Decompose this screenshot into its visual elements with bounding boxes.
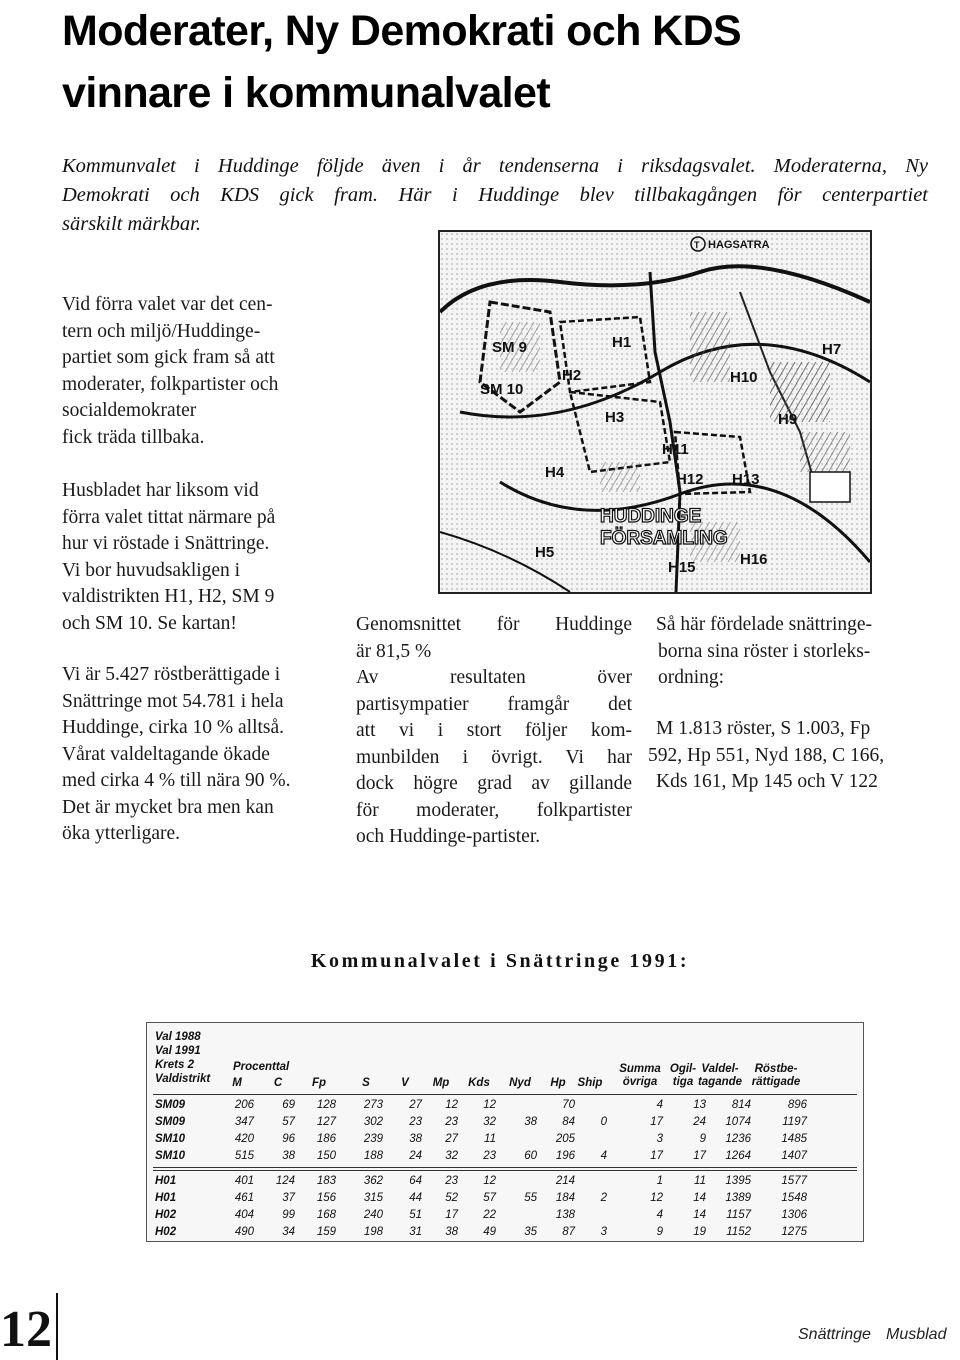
- summary-header: [745, 1063, 807, 1089]
- meta-line: Val 1991: [155, 1045, 201, 1057]
- table-cell: 4: [656, 1099, 663, 1111]
- table-cell: 31: [409, 1226, 422, 1238]
- column-header: Kds: [468, 1077, 490, 1089]
- table-cell: 1548: [781, 1192, 807, 1204]
- table-row-label: H01: [155, 1175, 177, 1187]
- text-line: Vårat valdeltagande ökade: [62, 743, 270, 765]
- table-cell: 38: [524, 1116, 537, 1128]
- column-header: M: [232, 1077, 242, 1089]
- column3-intro: [648, 612, 934, 692]
- column-header: V: [401, 1077, 409, 1089]
- table-cell: 32: [445, 1150, 458, 1162]
- table-cell: 168: [316, 1209, 336, 1221]
- table-cell: 1264: [725, 1150, 751, 1162]
- table-row-label: SM10: [155, 1133, 186, 1145]
- meta-line: Krets 2: [155, 1059, 194, 1071]
- map-label-h11: H11: [662, 441, 689, 458]
- election-table: [146, 1022, 864, 1242]
- table-cell: 57: [483, 1192, 496, 1204]
- page-number-rule: [56, 1293, 58, 1360]
- table-cell: 1275: [781, 1226, 807, 1238]
- table-cell: 188: [363, 1150, 383, 1162]
- text-line: Vi bor huvudsakligen i: [62, 559, 241, 581]
- table-cell: 156: [316, 1192, 336, 1204]
- text-line: för moderater, folkpartister: [356, 799, 632, 821]
- table-cell: 70: [562, 1099, 575, 1111]
- footer-right: Musblad: [886, 1326, 947, 1343]
- table-cell: 27: [445, 1133, 458, 1145]
- table-cell: 1236: [725, 1133, 751, 1145]
- table-cell: 315: [363, 1192, 383, 1204]
- table-row-label: H02: [155, 1226, 177, 1238]
- summary-header-line: övriga: [622, 1076, 658, 1088]
- table-cell: 38: [282, 1150, 295, 1162]
- table-cell: 12: [483, 1099, 496, 1111]
- meta-line: Val 1988: [155, 1031, 201, 1043]
- text-line: är 81,5 %: [356, 640, 432, 662]
- text-line: munbilden i övrigt. Vi har: [356, 746, 632, 768]
- table-cell: 184: [555, 1192, 575, 1204]
- table-cell: 17: [693, 1150, 706, 1162]
- table-cell: 0: [600, 1116, 607, 1128]
- table-cell: 23: [483, 1150, 496, 1162]
- summary-header-line: Valdel-: [701, 1063, 739, 1075]
- map-label-h13: H13: [732, 471, 760, 488]
- map-label-h10: H10: [730, 369, 758, 386]
- meta-line: Valdistrikt: [155, 1073, 211, 1085]
- text-line: öka ytterligare.: [62, 823, 181, 844]
- table-cell: 84: [562, 1116, 575, 1128]
- text-line: Genomsnittet för Huddinge: [356, 614, 632, 635]
- table-cell: 32: [483, 1116, 496, 1128]
- table-cell: 401: [234, 1175, 254, 1187]
- text-line: att vi i stort följer kom-: [356, 720, 632, 741]
- map-label-h1: H1: [612, 334, 632, 351]
- divider: [153, 1094, 857, 1095]
- table-cell: 57: [282, 1116, 295, 1128]
- column-header: Mp: [432, 1077, 450, 1089]
- map-label-h2: H2: [562, 367, 582, 384]
- map-label-sm9: SM 9: [492, 339, 528, 356]
- table-cell: 1074: [725, 1116, 751, 1128]
- table-cell: 17: [445, 1209, 458, 1221]
- table-cell: 23: [445, 1116, 458, 1128]
- table-cell: 206: [234, 1099, 254, 1111]
- table-cell: 1197: [782, 1116, 807, 1128]
- column2: [356, 612, 632, 851]
- table-cell: 60: [524, 1150, 537, 1162]
- table-cell: 23: [409, 1116, 422, 1128]
- table-cell: 1: [656, 1175, 663, 1187]
- table-cell: 37: [282, 1192, 295, 1204]
- table-cell: 214: [555, 1175, 575, 1187]
- map-drawing: [440, 232, 870, 592]
- text-line: med cirka 4 % till nära 90 %.: [62, 770, 291, 791]
- table-cell: 1306: [781, 1209, 807, 1221]
- column1-para2: [62, 478, 332, 637]
- headline-line-1: Moderater, Ny Demokrati och KDS: [62, 7, 742, 55]
- column-header: Ship: [577, 1077, 603, 1089]
- text-line: partisympatier framgår det: [356, 693, 632, 715]
- text-line: Det är mycket bra men kan: [62, 796, 274, 818]
- table-cell: 183: [316, 1175, 336, 1187]
- map-label-parish-line2: FÖRSAMLING: [600, 528, 728, 549]
- table-row-label: H02: [155, 1209, 177, 1221]
- procent-label: Procenttal: [233, 1061, 290, 1073]
- table-cell: 17: [650, 1150, 663, 1162]
- table-cell: 38: [445, 1226, 458, 1238]
- table-cell: 3: [656, 1133, 663, 1145]
- map-label-h3: H3: [605, 409, 625, 426]
- table-row-label: SM09: [155, 1116, 186, 1128]
- summary-header: [617, 1063, 663, 1089]
- column3-votes: [648, 716, 934, 796]
- table-cell: 24: [409, 1150, 422, 1162]
- ingress: [62, 152, 928, 239]
- column1-para1: [62, 292, 332, 451]
- table-cell: 196: [555, 1150, 575, 1162]
- table-cell: 52: [445, 1192, 458, 1204]
- table-cell: 159: [316, 1226, 336, 1238]
- column-header: S: [362, 1077, 370, 1089]
- text-line: valdistrikten H1, H2, SM 9: [62, 586, 275, 607]
- column1-para3: [62, 662, 332, 848]
- text-line: Vi är 5.427 röstberättigade i: [62, 664, 281, 685]
- table-cell: 14: [693, 1192, 706, 1204]
- summary-header-line: rättigade: [751, 1076, 801, 1088]
- map-label-h9: H9: [778, 411, 798, 428]
- map-label-h12: H12: [676, 471, 704, 488]
- table-row-label: SM09: [155, 1099, 186, 1111]
- table-cell: 11: [694, 1175, 706, 1187]
- column-header: Nyd: [509, 1077, 531, 1089]
- text-line: socialdemokrater: [62, 400, 197, 421]
- column-header: Hp: [550, 1077, 566, 1089]
- table-cell: 347: [234, 1116, 254, 1128]
- map-label-h4: H4: [545, 464, 565, 481]
- table-cell: 51: [409, 1209, 422, 1221]
- table-cell: 461: [234, 1192, 254, 1204]
- ingress-line-2: Demokrati och KDS gick fram. Här i Huddinge blev tillbakagången för centerpartiet: [62, 184, 928, 206]
- summary-header-line: Summa: [619, 1063, 661, 1075]
- table-row-label: SM10: [155, 1150, 186, 1162]
- table-cell: 22: [483, 1209, 496, 1221]
- table-cell: 19: [693, 1226, 706, 1238]
- summary-header-line: Röstbe-: [754, 1063, 798, 1075]
- table-cell: 3: [600, 1226, 607, 1238]
- headline: [62, 0, 942, 124]
- text-line: moderater, folkpartister och: [62, 373, 279, 395]
- table-cell: 99: [282, 1209, 295, 1221]
- district-map: [438, 230, 872, 594]
- table-cell: 198: [363, 1226, 383, 1238]
- table-cell: 2: [600, 1192, 607, 1204]
- table-cell: 9: [656, 1226, 663, 1238]
- table-cell: 150: [316, 1150, 336, 1162]
- summary-header-line: tagande: [697, 1076, 743, 1088]
- text-line: 592, Hp 551, Nyd 188, C 166,: [648, 744, 885, 766]
- table-cell: 4: [656, 1209, 663, 1221]
- text-line: M 1.813 röster, S 1.003, Fp: [656, 718, 871, 739]
- table-cell: 1485: [781, 1133, 807, 1145]
- column-header: Fp: [311, 1077, 327, 1089]
- table-cell: 1407: [781, 1150, 807, 1162]
- text-line: Snättringe mot 54.781 i hela: [62, 690, 284, 712]
- table-cell: 1577: [781, 1175, 807, 1187]
- table-cell: 515: [234, 1150, 254, 1162]
- table-cell: 34: [282, 1226, 295, 1238]
- text-line: partiet som gick fram så att: [62, 347, 275, 368]
- table-cell: 24: [693, 1116, 706, 1128]
- table-cell: 49: [483, 1226, 496, 1238]
- table-cell: 362: [363, 1175, 383, 1187]
- map-label-h5: H5: [535, 544, 555, 561]
- text-line: och SM 10. Se kartan!: [62, 612, 237, 634]
- table-cell: 12: [483, 1175, 496, 1187]
- table-cell: 128: [316, 1099, 336, 1111]
- table-cell: 13: [693, 1099, 706, 1111]
- divider: [153, 1167, 857, 1168]
- table-cell: 17: [650, 1116, 663, 1128]
- summary-header-line: tiga: [672, 1076, 694, 1088]
- map-label-h16: H16: [740, 551, 768, 568]
- text-line: Så här fördelade snättringe-: [656, 614, 873, 635]
- table-cell: 4: [600, 1150, 607, 1162]
- table-cell: 124: [275, 1175, 295, 1187]
- table-cell: 69: [282, 1099, 295, 1111]
- table-title: Kommunalvalet i Snättringe 1991:: [310, 950, 690, 972]
- text-line: Kds 161, Mp 145 och V 122: [656, 771, 878, 792]
- table-cell: 38: [409, 1133, 422, 1145]
- table-cell: 1152: [726, 1226, 751, 1238]
- table-cell: 87: [562, 1226, 575, 1238]
- footer-left: Snättringe: [798, 1326, 871, 1343]
- table-cell: 55: [524, 1192, 537, 1204]
- text-line: ordning:: [658, 667, 725, 688]
- table-cell: 302: [363, 1116, 383, 1128]
- text-line: Huddinge, cirka 10 % alltså.: [62, 717, 285, 738]
- table-cell: 14: [693, 1209, 706, 1221]
- table-cell: 138: [555, 1209, 575, 1221]
- text-line: borna sina röster i storleks-: [658, 640, 871, 662]
- table-cell: 1157: [726, 1209, 751, 1221]
- map-label-h15: H15: [668, 559, 696, 576]
- headline-line-2: vinnare i kommunalvalet: [62, 69, 551, 117]
- ingress-line-3: särskilt märkbar.: [62, 213, 201, 235]
- table-cell: 404: [234, 1209, 254, 1221]
- table-cell: 12: [445, 1099, 458, 1111]
- table-cell: 420: [234, 1133, 254, 1145]
- table-cell: 96: [282, 1133, 295, 1145]
- table-cell: 12: [650, 1192, 663, 1204]
- page-number: 12: [0, 1301, 52, 1358]
- table-cell: 127: [316, 1116, 336, 1128]
- table-row-label: H01: [155, 1192, 177, 1204]
- text-line: tern och miljö/Huddinge-: [62, 320, 261, 342]
- table-cell: 64: [409, 1175, 422, 1187]
- text-line: Vid förra valet var det cen-: [62, 294, 273, 315]
- table-cell: 27: [409, 1099, 422, 1111]
- table-cell: 814: [731, 1099, 751, 1111]
- text-line: Av resultaten över: [356, 667, 632, 688]
- map-label-hagsatra: HAGSATRA: [708, 239, 770, 251]
- ingress-line-1: Kommunvalet i Huddinge följde även i år tendenserna i riksdagsvalet. Moderaterna, Ny: [62, 155, 928, 177]
- text-line: dock högre grad av gillande: [356, 773, 632, 794]
- map-label-parish-line1: HUDDINGE: [600, 506, 702, 527]
- table-cell: 44: [409, 1192, 422, 1204]
- table-cell: 273: [363, 1099, 383, 1111]
- table-cell: 11: [484, 1133, 496, 1145]
- table-cell: 239: [363, 1133, 383, 1145]
- divider: [153, 1170, 857, 1171]
- svg-text:T: T: [694, 240, 700, 250]
- text-line: hur vi röstade i Snättringe.: [62, 533, 270, 554]
- table-cell: 205: [555, 1133, 575, 1145]
- table-cell: 490: [234, 1226, 254, 1238]
- table-cell: 240: [363, 1209, 383, 1221]
- map-label-h7: H7: [822, 341, 842, 358]
- text-line: Husbladet har liksom vid: [62, 480, 259, 501]
- table-cell: 9: [699, 1133, 706, 1145]
- summary-header-line: Ogil-: [669, 1063, 697, 1075]
- table-cell: 1395: [725, 1175, 751, 1187]
- text-line: och Huddinge-partister.: [356, 826, 541, 847]
- column-header: C: [273, 1077, 283, 1089]
- summary-header: [689, 1063, 751, 1089]
- table-cell: 1389: [725, 1192, 751, 1204]
- table-cell: 896: [787, 1099, 807, 1111]
- table-cell: 186: [316, 1133, 336, 1145]
- text-line: fick träda tillbaka.: [62, 426, 205, 448]
- text-line: förra valet tittat närmare på: [62, 506, 276, 528]
- table-cell: 23: [445, 1175, 458, 1187]
- map-label-sm10: SM 10: [480, 381, 524, 398]
- table-cell: 35: [524, 1226, 537, 1238]
